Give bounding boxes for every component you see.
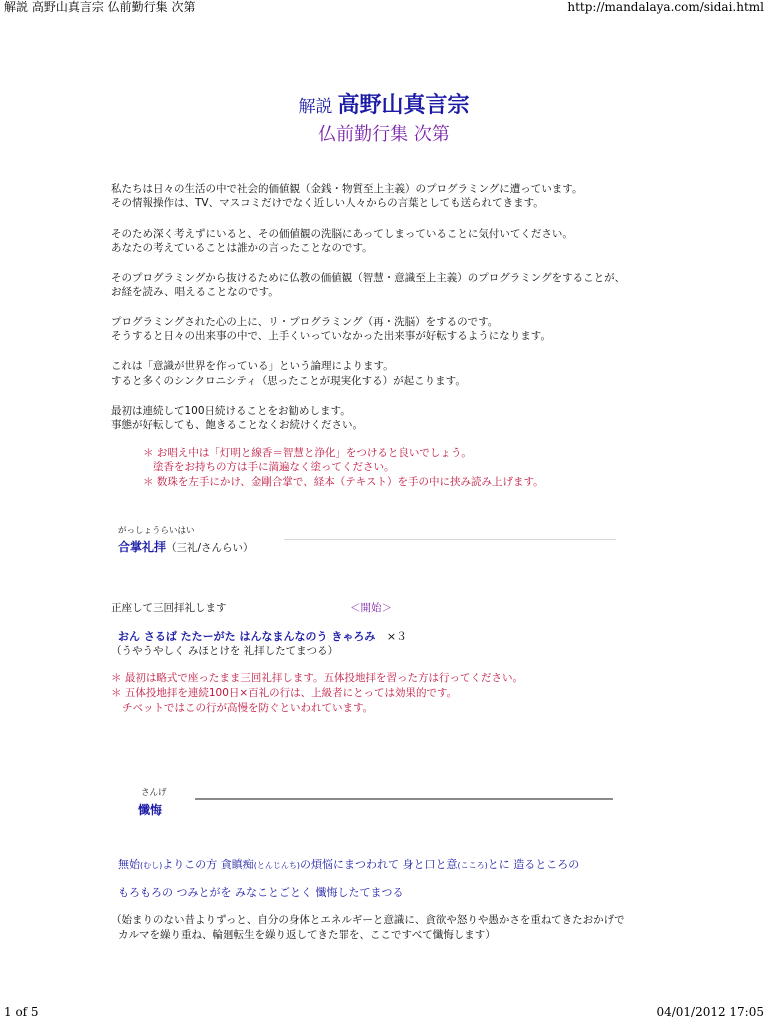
note-line: チベットではこの行が高慢を防ぐといわれています。 [122, 702, 374, 714]
gassho-ruby: がっしょうらいはい [118, 526, 195, 536]
note-line: ＊ 最初は略式で座ったまま三回礼拝します。五体投地拝を習った方は行ってください。 [111, 672, 523, 684]
sange-heading [138, 801, 162, 818]
verse-text: の煩悩にまつわれて 身と口と意 [300, 858, 458, 871]
print-footer-date: 04/01/2012 17:05 [656, 1005, 764, 1019]
sange-verse-1 [118, 856, 579, 872]
intro-line: お経を読み、唱えることなのです。 [111, 286, 279, 298]
mantra-times: ×３ [386, 630, 408, 643]
intro-line: あなたの考えていることは誰かの言ったことなのです。 [111, 242, 373, 254]
gassho-title: 合掌礼拝 [118, 540, 167, 554]
sange-ruby: さんげ [141, 788, 167, 798]
gassho-instruction: 正座して三回拝礼します [111, 602, 227, 614]
mantra-chant: おん さるば たたーがた はんなまんなのう きゃろみ [118, 630, 376, 643]
intro-line: 事態が好転しても、飽きることなくお続けください。 [111, 419, 363, 431]
intro-line: そうすると日々の出来事の中で、上手くいっていなかった出来事が好転するようになります。 [111, 330, 551, 342]
intro-line: これは「意識が世界を作っている」という論理によります。 [111, 360, 394, 372]
print-footer-page: 1 of 5 [4, 1005, 39, 1019]
verse-reading: (むし) [140, 861, 163, 870]
title-main: 高野山真言宗 [337, 93, 470, 118]
sange-explanation: カルマを繰り重ね、輪廻転生を繰り返してきた罪を、ここですべて懺悔します） [118, 929, 496, 941]
title-prefix: 解説 [298, 97, 333, 117]
sange-verse-2: もろもろの つみとがを みなことごとく 懺悔したてまつる [118, 886, 404, 899]
section-divider [195, 798, 613, 800]
verse-text: よりこの方 貪瞋痴 [162, 858, 254, 871]
note-line: ＊ 数珠を左手にかけ、金剛合掌で、経本（テキスト）を手の中に挟み読み上げます。 [143, 476, 544, 488]
print-header-title: 解説 高野山真言宗 仏前勤行集 次第 [4, 0, 196, 14]
note-line: ＊ 五体投地拝を連続100日×百礼の行は、上級者にとっては効果的です。 [111, 687, 458, 699]
intro-line: その情報操作は、TV、マスコミだけでなく近しい人々からの言葉としても送られてきます。 [111, 197, 544, 209]
page-subtitle: 仏前勤行集 次第 [318, 124, 450, 145]
intro-line: 私たちは日々の生活の中で社会的価値観（金銭・物質至上主義）のプログラミングに遭っています。 [111, 183, 583, 195]
intro-line: そのため深く考えずにいると、その価値観の洗脳にあってしまっていることに気付いてください。 [111, 228, 573, 240]
intro-line: 最初は連続して100日続けることをお勧めします。 [111, 405, 351, 417]
verse-text: 無始 [118, 858, 140, 871]
verse-reading: (とんじんち) [253, 861, 300, 870]
intro-line: プログラミングされた心の上に、リ・プログラミング（再・洗脳）をするのです。 [111, 316, 499, 328]
section-divider [284, 539, 616, 540]
verse-text: とに 造るところの [487, 858, 580, 871]
page-title [0, 88, 768, 119]
sange-explanation: （始まりのない昔よりずっと、自分の身体とエネルギーと意識に、貪欲や怒りや愚かさを重ねてきたおかげで [111, 914, 625, 926]
intro-line: すると多くのシンクロニシティ（思ったことが現実化する）が起こります。 [111, 375, 466, 387]
verse-reading: (こころ) [457, 861, 488, 870]
sange-title: 懺悔 [138, 803, 163, 817]
gassho-mantra [118, 628, 407, 644]
start-label: ＜開始＞ [350, 602, 392, 614]
gassho-note: （三礼/さんらい） [166, 542, 254, 554]
note-line: 塗香をお持ちの方は手に満遍なく塗ってください。 [153, 461, 395, 473]
mantra-meaning: （うやうやしく みほとけを 礼拝したてまつる） [111, 645, 339, 657]
note-line: ＊ お唱え中は「灯明と線香＝智慧と浄化」をつけると良いでしょう。 [143, 447, 472, 459]
intro-line: そのプログラミングから抜けるために仏教の価値観（智慧・意識至上主義）のプログラミングをすることが、 [111, 272, 626, 284]
gassho-heading [118, 538, 254, 555]
print-header-url[interactable]: http://mandalaya.com/sidai.html [567, 0, 764, 14]
